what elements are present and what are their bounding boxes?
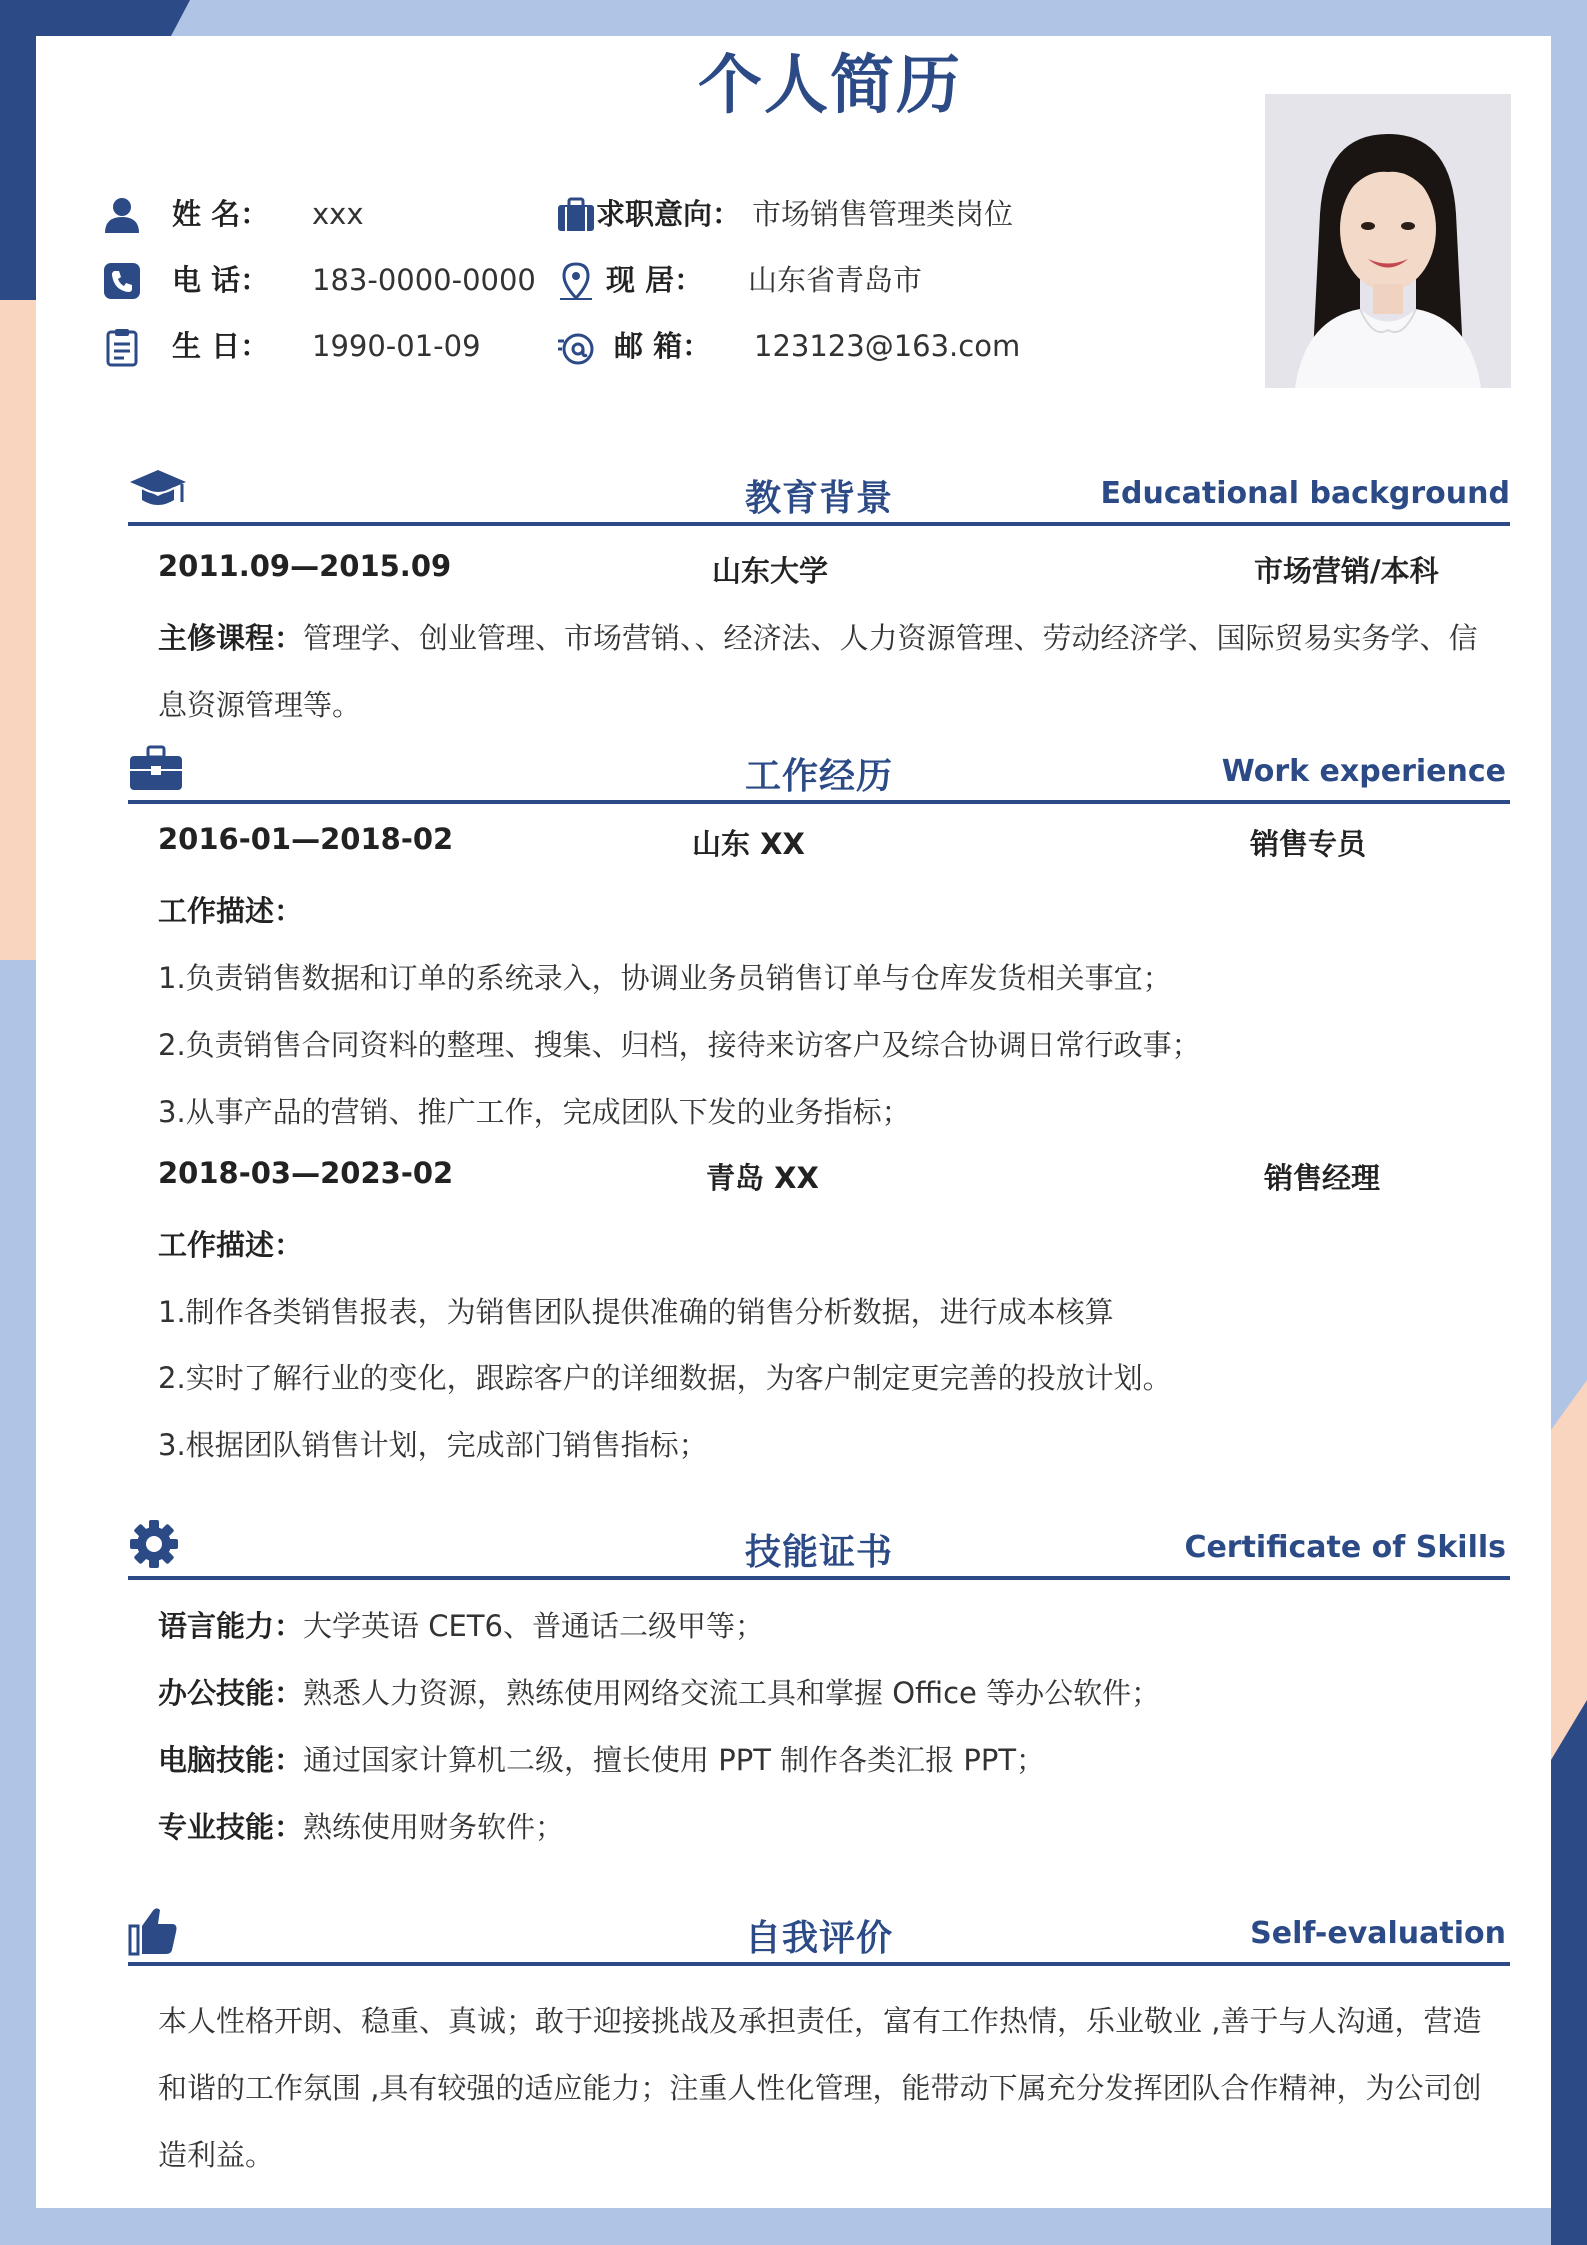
- job-1-company: 山东 XX: [692, 827, 805, 861]
- job-2-position: 销售经理: [1264, 1161, 1381, 1195]
- residence-label: 现 居：: [606, 263, 704, 297]
- education-period: 2011.09—2015.09: [158, 549, 452, 583]
- skill-value: 熟悉人力资源，熟练使用网络交流工具和掌握 Office 等办公软件；: [303, 1676, 1161, 1710]
- email-value: 123123@163.com: [754, 329, 1021, 363]
- job-intention-row: [556, 191, 1116, 237]
- phone-value: 183-0000-0000: [312, 263, 536, 297]
- briefcase-icon: [556, 195, 596, 235]
- birthday-row: [102, 323, 582, 369]
- job-1-desc-label: 工作描述：: [158, 894, 304, 928]
- education-title-en: Educational background: [1100, 476, 1510, 511]
- skill-label: 电脑技能：: [158, 1743, 304, 1777]
- job-2-duty-1: 1.制作各类销售报表，为销售团队提供准确的销售分析数据，进行成本核算: [158, 1295, 1114, 1329]
- phone-icon: [102, 261, 142, 301]
- job-2-desc-label: 工作描述：: [158, 1228, 304, 1262]
- job-1-period: 2016-01—2018-02: [158, 822, 454, 856]
- job-1-duty-1: 1.负责销售数据和订单的系统录入，协调业务员销售订单与仓库发货相关事宜；: [158, 961, 1172, 995]
- job-1-duty-2: 2.负责销售合同资料的整理、搜集、归档，接待来访客户及综合协调日常行政事；: [158, 1028, 1201, 1062]
- job-1-duty-3: 3.从事产品的营销、推广工作，完成团队下发的业务指标；: [158, 1095, 911, 1129]
- name-row: [102, 191, 582, 237]
- courses-text: 管理学、创业管理、市场营销、、经济法、人力资源管理、劳动经济学、国际贸易实务学、信: [303, 621, 1478, 655]
- job-intention-label: 求职意向：: [596, 197, 742, 231]
- self-eval-title: 自我评价: [744, 1918, 893, 1959]
- name-value: xxx: [312, 197, 364, 231]
- work-title: 工作经历: [744, 756, 893, 797]
- phone-label: 电 话：: [172, 263, 270, 297]
- education-school: 山东大学: [712, 554, 829, 588]
- courses-line-1: [158, 616, 1478, 657]
- education-title: 教育背景: [744, 478, 893, 519]
- job-intention-value: 市场销售管理类岗位: [752, 197, 1014, 231]
- skills-title: 技能证书: [744, 1532, 893, 1573]
- location-pin-icon: [556, 261, 596, 301]
- profile-photo: [1265, 94, 1511, 388]
- job-1-position: 销售专员: [1250, 827, 1367, 861]
- self-eval-section-header: [128, 1896, 1510, 1966]
- page-title: 个人简历: [681, 36, 979, 128]
- resume-card: [36, 36, 1551, 2208]
- job-2-duty-2: 2.实时了解行业的变化，跟踪客户的详细数据，为客户制定更完善的投放计划。: [158, 1361, 1172, 1395]
- education-major: 市场营销/本科: [1254, 554, 1439, 588]
- skills-title-en: Certificate of Skills: [1184, 1530, 1506, 1565]
- calendar-icon: [102, 327, 142, 367]
- phone-row: [102, 257, 582, 303]
- self-eval-text: 本人性格开朗、稳重、真诚；敢于迎接挑战及承担责任，富有工作热情，乐业敬业 ,善于与人沟通，营造和谐的工作氛围 ,具有较强的适应能力；注重人性化管理，能带动下属充分发挥团队合作精神，为公司创造利益。: [158, 2004, 1482, 2172]
- skill-label: 专业技能：: [158, 1810, 304, 1844]
- job-2-company: 青岛 XX: [706, 1161, 819, 1195]
- skill-value: 熟练使用财务软件；: [303, 1810, 565, 1844]
- residence-value: 山东省青岛市: [748, 263, 923, 297]
- work-title-en: Work experience: [1221, 754, 1506, 789]
- section-divider: [128, 800, 1510, 804]
- skill-office: [158, 1671, 1160, 1712]
- skill-value: 大学英语 CET6、普通话二级甲等；: [303, 1609, 764, 1643]
- birthday-label: 生 日：: [172, 329, 270, 363]
- skill-value: 通过国家计算机二级，擅长使用 PPT 制作各类汇报 PPT；: [303, 1743, 1046, 1777]
- skill-label: 语言能力：: [158, 1609, 304, 1643]
- birthday-value: 1990-01-09: [312, 329, 481, 363]
- job-2-duty-3: 3.根据团队销售计划，完成部门销售指标；: [158, 1428, 708, 1462]
- section-divider: [128, 522, 1510, 526]
- education-section-header: [128, 456, 1510, 526]
- section-divider: [128, 1576, 1510, 1580]
- courses-line-2: 息资源管理等。: [158, 688, 362, 722]
- skills-section-header: [128, 1510, 1510, 1580]
- email-row: [556, 323, 1116, 369]
- skill-professional: [158, 1805, 564, 1846]
- skill-language: [158, 1604, 764, 1645]
- section-divider: [128, 1962, 1510, 1966]
- email-icon: [556, 327, 596, 367]
- person-icon: [102, 195, 142, 235]
- work-section-header: [128, 734, 1510, 804]
- skill-computer: [158, 1738, 1045, 1779]
- email-label: 邮 箱：: [614, 329, 712, 363]
- skill-label: 办公技能：: [158, 1676, 304, 1710]
- courses-label: 主修课程：: [158, 621, 304, 655]
- job-2-period: 2018-03—2023-02: [158, 1156, 454, 1190]
- self-eval-title-en: Self-evaluation: [1250, 1916, 1506, 1951]
- residence-row: [556, 257, 1116, 303]
- name-label: 姓 名：: [172, 197, 270, 231]
